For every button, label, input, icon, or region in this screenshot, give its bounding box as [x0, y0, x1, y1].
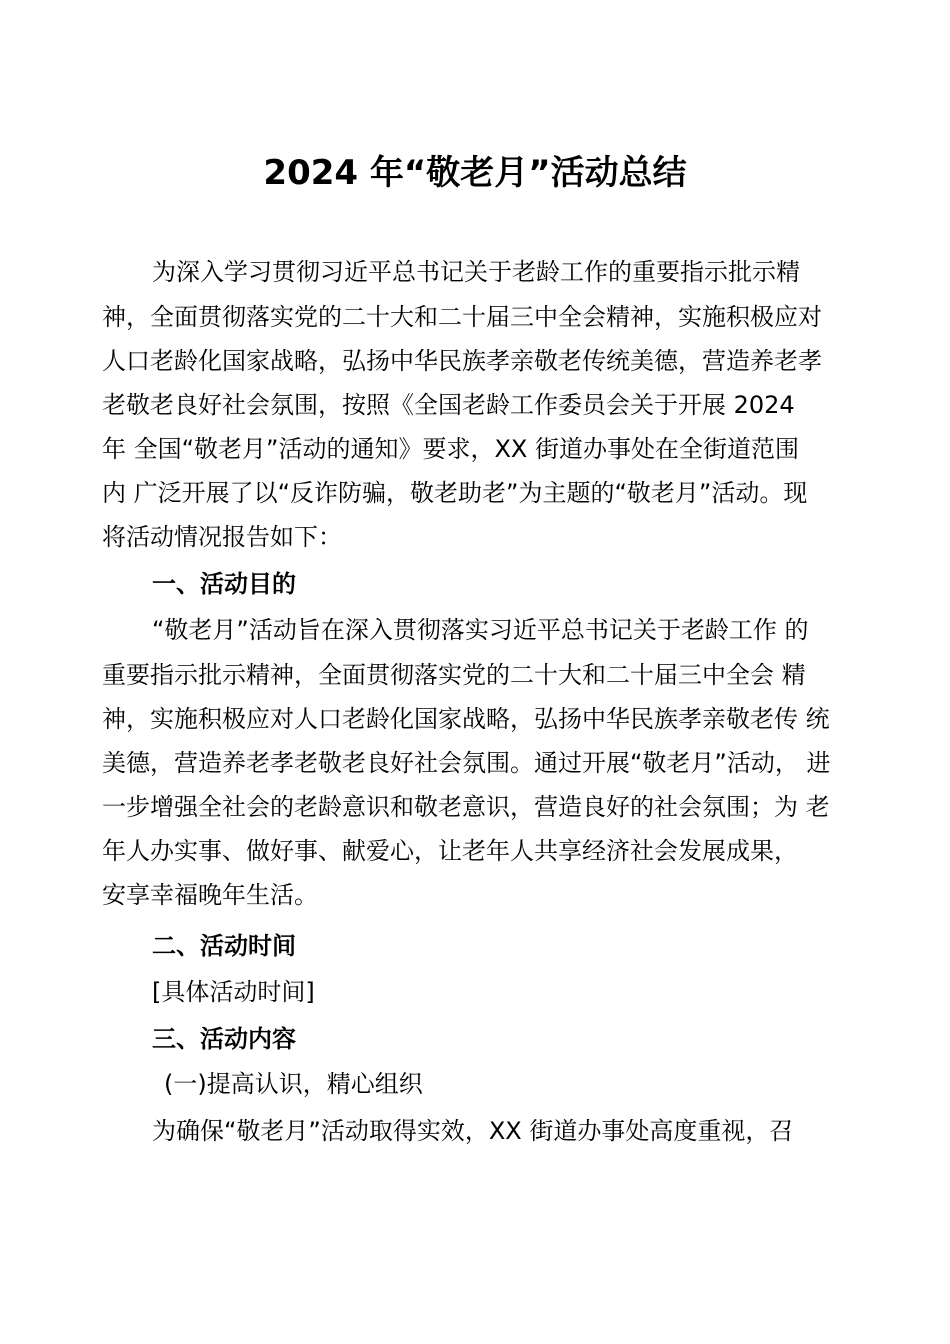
- paragraph-line: 为确保“敬老月”活动取得实效，XX 街道办事处高度重视，召: [152, 1117, 794, 1145]
- paragraph-line: 人口老龄化国家战略，弘扬中华民族孝亲敬老传统美德，营造养老孝: [102, 347, 822, 375]
- section-heading-purpose: 一、活动目的: [152, 570, 296, 598]
- placeholder-activity-time: [具体活动时间]: [152, 978, 315, 1006]
- paragraph-line: 一步增强全社会的老龄意识和敬老意识，营造良好的社会氛围；为 老: [102, 793, 830, 821]
- paragraph-line: 神，实施积极应对人口老龄化国家战略，弘扬中华民族孝亲敬老传 统: [102, 705, 830, 733]
- section-heading-time: 二、活动时间: [152, 932, 296, 960]
- paragraph-line: 为深入学习贯彻习近平总书记关于老龄工作的重要指示批示精: [152, 258, 800, 286]
- paragraph-line: 重要指示批示精神，全面贯彻落实党的二十大和二十届三中全会 精: [102, 661, 806, 689]
- paragraph-line: 将活动情况报告如下：: [102, 523, 342, 551]
- paragraph-line: “敬老月”活动旨在深入贯彻落实习近平总书记关于老龄工作 的: [152, 616, 809, 644]
- paragraph-line: 安享幸福晚年生活。: [102, 881, 318, 909]
- paragraph-line: 年人办实事、做好事、献爱心，让老年人共享经济社会发展成果，: [102, 837, 798, 865]
- section-heading-content: 三、活动内容: [152, 1025, 296, 1053]
- paragraph-line: 美德，营造养老孝老敬老良好社会氛围。通过开展“敬老月”活动， 进: [102, 749, 831, 777]
- paragraph-line: 老敬老良好社会氛围，按照《全国老龄工作委员会关于开展 2024: [102, 391, 795, 419]
- paragraph-line: 内 广泛开展了以“反诈防骗，敬老助老”为主题的“敬老月”活动。现: [102, 479, 808, 507]
- document-title: 2024 年“敬老月”活动总结: [263, 153, 687, 193]
- paragraph-line: 神，全面贯彻落实党的二十大和二十届三中全会精神，实施积极应对: [102, 303, 822, 331]
- paragraph-line: 年 全国“敬老月”活动的通知》要求，XX 街道办事处在全街道范围: [102, 435, 800, 463]
- subsection-heading: (一)提高认识，精心组织: [164, 1070, 423, 1098]
